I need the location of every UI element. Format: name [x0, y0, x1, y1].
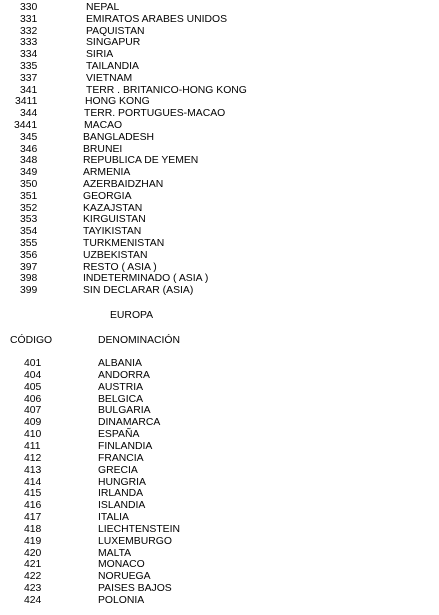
list-item — [0, 465, 439, 477]
country-name: TAILANDIA — [86, 61, 139, 72]
country-name: MALTA — [98, 547, 132, 559]
country-name: DINAMARCA — [98, 417, 161, 429]
country-code: 335 — [20, 61, 38, 72]
list-item — [0, 500, 439, 512]
country-name: SIRIA — [86, 49, 114, 61]
country-code: 415 — [24, 488, 42, 500]
country-code: 401 — [24, 358, 42, 369]
country-code: 355 — [20, 238, 38, 249]
country-name: VIETNAM — [86, 72, 133, 84]
country-code: 330 — [20, 2, 38, 13]
list-item — [0, 488, 439, 500]
country-code: 423 — [24, 583, 42, 595]
country-code: 416 — [24, 500, 42, 512]
list-item — [0, 405, 439, 417]
list-item — [0, 14, 439, 26]
country-code: 352 — [20, 202, 38, 214]
list-item — [0, 453, 439, 465]
list-item — [0, 120, 439, 132]
country-code: 410 — [24, 429, 42, 441]
list-item — [0, 144, 439, 156]
country-code: 3411 — [15, 96, 38, 108]
list-item — [0, 273, 439, 285]
country-name: IRLANDA — [98, 488, 144, 500]
country-name: ARMENIA — [83, 167, 131, 179]
country-code: 399 — [20, 285, 38, 297]
list-item — [0, 61, 439, 73]
list-item — [0, 226, 439, 238]
section-title-europa: EUROPA — [110, 310, 154, 321]
list-item — [0, 536, 439, 548]
country-name: LUXEMBURGO — [98, 535, 172, 547]
list-item — [0, 73, 439, 85]
country-name: RESTO ( ASIA ) — [83, 261, 157, 273]
country-name: AZERBAIDZHAN — [83, 179, 164, 190]
country-name: LIECHTENSTEIN — [98, 523, 180, 535]
list-item — [0, 524, 439, 536]
list-item — [0, 285, 439, 297]
country-code: 418 — [24, 523, 42, 535]
list-item — [0, 238, 439, 250]
country-name: HUNGRIA — [98, 476, 146, 488]
country-name: BANGLADESH — [83, 131, 155, 143]
country-code: 419 — [24, 535, 42, 547]
country-name: MONACO — [98, 559, 145, 571]
list-item — [0, 571, 439, 583]
country-name: BELGICA — [98, 393, 144, 405]
country-code: 351 — [20, 190, 38, 202]
country-code: 350 — [20, 179, 38, 190]
country-code: 413 — [24, 464, 42, 476]
country-code: 422 — [24, 571, 42, 583]
country-code: 409 — [24, 417, 42, 429]
list-item — [0, 132, 439, 144]
country-code: 404 — [24, 369, 42, 381]
country-name: PAQUISTAN — [86, 25, 145, 37]
country-name: SINGAPUR — [86, 37, 141, 49]
country-code: 421 — [24, 559, 42, 571]
country-name: KAZAJSTAN — [83, 202, 143, 214]
country-name: EMIRATOS ARABES UNIDOS — [86, 13, 228, 25]
list-item — [0, 477, 439, 489]
country-code: 417 — [24, 512, 42, 524]
list-item — [0, 512, 439, 524]
list-item — [0, 49, 439, 61]
country-code: 348 — [20, 155, 38, 167]
country-code: 349 — [20, 167, 38, 179]
country-name: FINLANDIA — [98, 440, 153, 452]
country-name: MACAO — [84, 120, 123, 131]
country-name: TERR. PORTUGUES-MACAO — [84, 108, 226, 120]
list-item — [0, 26, 439, 38]
country-name: TURKMENISTAN — [83, 238, 165, 249]
country-name: HONG KONG — [85, 96, 150, 108]
list-item — [0, 191, 439, 203]
country-name: GEORGIA — [83, 190, 132, 202]
country-code: 412 — [24, 452, 42, 464]
country-code: 337 — [20, 72, 38, 84]
list-item — [0, 108, 439, 120]
country-code: 398 — [20, 273, 38, 285]
header-name: DENOMINACIÓN — [98, 335, 180, 346]
country-name: ISLANDIA — [98, 500, 146, 512]
country-code: 341 — [20, 84, 38, 96]
country-code: 406 — [24, 393, 42, 405]
list-item — [0, 548, 439, 560]
country-name: NEPAL — [86, 2, 120, 13]
country-name: NORUEGA — [98, 571, 151, 583]
country-code: 344 — [20, 108, 38, 120]
list-item — [0, 179, 439, 191]
list-item — [0, 595, 439, 607]
list-item — [0, 382, 439, 394]
country-code: 331 — [20, 13, 38, 25]
country-name: FRANCIA — [98, 452, 144, 464]
list-item — [0, 417, 439, 429]
country-code: 356 — [20, 249, 38, 261]
country-code: 424 — [24, 595, 42, 606]
list-item — [0, 85, 439, 97]
list-item — [0, 559, 439, 571]
country-code: 397 — [20, 261, 38, 273]
list-item — [0, 96, 439, 108]
country-name: PAISES BAJOS — [98, 583, 172, 595]
country-name: ANDORRA — [98, 369, 150, 381]
list-item — [0, 37, 439, 49]
country-name: TAYIKISTAN — [83, 226, 142, 238]
country-name: SIN DECLARAR (ASIA) — [83, 285, 194, 297]
list-item — [0, 250, 439, 262]
country-name: AUSTRIA — [98, 381, 144, 393]
country-code: 405 — [24, 381, 42, 393]
country-name: TERR . BRITANICO-HONG KONG — [86, 84, 247, 96]
header-code: CÓDIGO — [10, 335, 53, 346]
list-item — [0, 370, 439, 382]
country-name: BRUNEI — [83, 143, 123, 155]
country-name: ALBANIA — [98, 358, 142, 369]
list-item — [0, 583, 439, 595]
country-code: 346 — [20, 143, 38, 155]
country-code: 353 — [20, 214, 38, 226]
list-item — [0, 203, 439, 215]
country-code: 420 — [24, 547, 42, 559]
country-code: 332 — [20, 25, 38, 37]
list-item — [0, 214, 439, 226]
list-item — [0, 358, 439, 370]
list-item — [0, 2, 439, 14]
country-name: ESPAÑA — [98, 429, 140, 441]
country-code: 411 — [24, 440, 41, 452]
list-item — [0, 262, 439, 274]
country-name: KIRGUISTAN — [83, 214, 146, 226]
list-item — [0, 155, 439, 167]
country-name: POLONIA — [98, 595, 145, 606]
country-code: 3441 — [14, 120, 38, 131]
list-item — [0, 394, 439, 406]
list-item — [0, 167, 439, 179]
country-code: 414 — [24, 476, 42, 488]
country-name: INDETERMINADO ( ASIA ) — [83, 273, 209, 285]
country-code: 333 — [20, 37, 38, 49]
country-code: 354 — [20, 226, 38, 238]
country-name: GRECIA — [98, 464, 138, 476]
country-name: UZBEKISTAN — [83, 249, 148, 261]
country-name: REPUBLICA DE YEMEN — [83, 155, 199, 167]
country-name: BULGARIA — [98, 405, 151, 417]
table-header — [0, 335, 439, 347]
list-item — [0, 429, 439, 441]
country-code: 407 — [24, 405, 42, 417]
list-item — [0, 441, 439, 453]
country-code: 334 — [20, 49, 38, 61]
country-name: ITALIA — [98, 512, 129, 524]
country-code: 345 — [20, 131, 38, 143]
